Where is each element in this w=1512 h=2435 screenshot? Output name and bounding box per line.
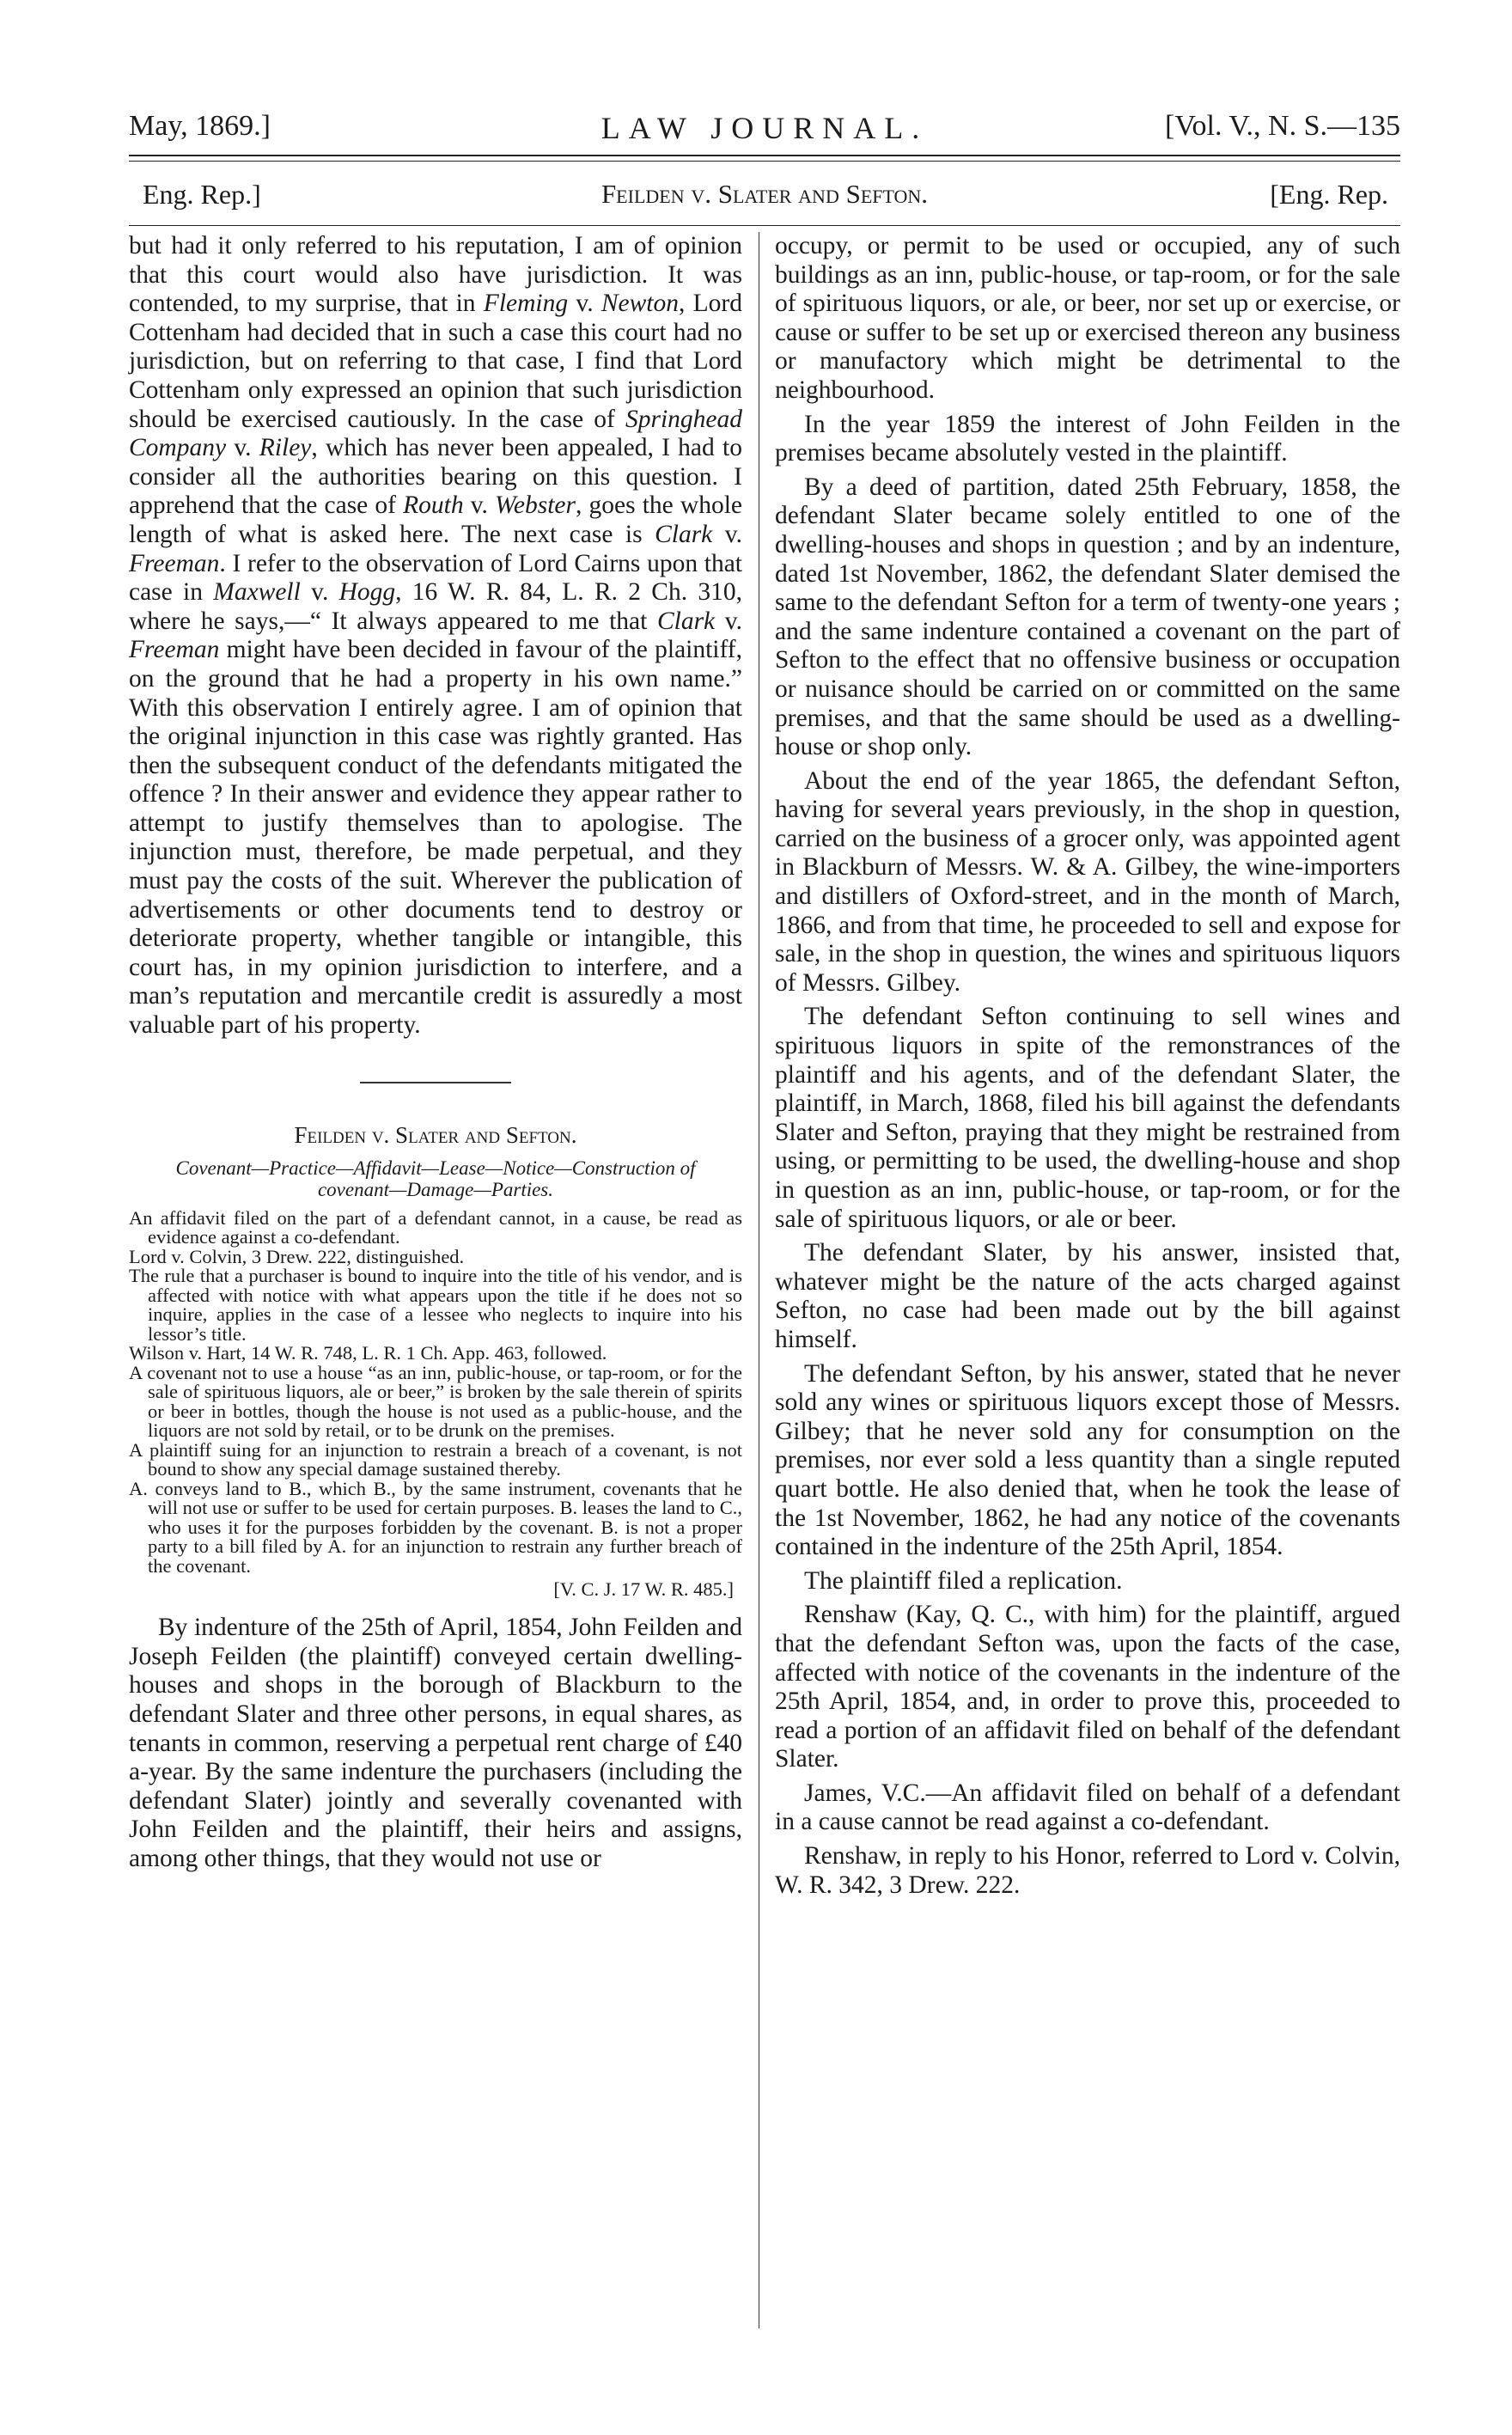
case-title: Feilden v. Slater and Sefton. xyxy=(294,1121,577,1148)
report-series-left: Eng. Rep.] xyxy=(143,179,261,210)
case-name-head: Feilden v. Slater and Sefton. xyxy=(601,179,929,209)
body-paragraph: The plaintiff filed a replication. xyxy=(804,1566,1123,1595)
volume-page: [Vol. V., N. S.—135 xyxy=(1165,110,1400,142)
journal-title: LAW JOURNAL. xyxy=(601,111,929,145)
body-paragraph: Renshaw, in reply to his Honor, referred to Lord v. Colvin, W. R. 342, 3 Drew. 222. xyxy=(775,1842,1400,1899)
body-paragraph: Renshaw (Kay, Q. C., with him) for the plaintiff, argued that the defendant Sefton was, upon the facts of the case, affected with notice of the covenants in the indenture of the 25th April, 1854, and, in order to prove this, proceeded to read a portion of an affidavit filed on behalf of the defendant Slater. xyxy=(775,1601,1400,1773)
case-head xyxy=(129,179,1400,213)
headnote-citation: Lord v. Colvin, 3 Drew. 222, distinguished. xyxy=(129,1245,465,1267)
headnote: A plaintiff suing for an injunction to restrain a breach of a covenant, is not bound to show any special damage sustained thereby. xyxy=(129,1438,742,1480)
body-top-rule xyxy=(129,225,1400,226)
statement-paragraph: By indenture of the 25th of April, 1854, John Feilden and Joseph Feilden (the plaintiff) conveyed certain dwelling-houses and shops in the borough of Blackburn to the defendant Slater and three other persons, in equal shares, as tenants in common, reserving a perpetual rent charge of £40 a-year. By the same indenture the purchasers (including the defendant Slater) jointly and severally covenanted with John Feilden and the plaintiff, their heirs and assigns, among other things, that they would not use or xyxy=(129,1614,742,1872)
headnote: A covenant not to use a house “as an inn, public-house, or tap-room, or for the sale of spirituous liquors, ale or beer,” is broken by the sale therein of spirits or beer in bottles, though the house is not used as a public-house, and the liquors are not sold by retail, or to be drunk on the premises. xyxy=(129,1361,742,1442)
body-paragraph: occupy, or permit to be used or occupied, any of such buildings as an inn, public-house, or tap-room, or for the sale of spirituous liquors, or ale, or beer, nor set up or exercise, or cause or suffer to be set up or exercised thereon any business or manufactory which might be detrimental to the neighbourhood. xyxy=(775,232,1400,404)
report-reference: [V. C. J. 17 W. R. 485.] xyxy=(553,1578,734,1601)
headnote: The rule that a purchaser is bound to inquire into the title of his vendor, and is affected with notice with what appears upon the title if he does not so inquire, applies in the case of a lessee who neglects to inquire into his lessor’s title. xyxy=(129,1265,742,1345)
body-paragraph: James, V.C.—An affidavit filed on behalf of a defendant in a cause cannot be read against a co-defendant. xyxy=(775,1779,1400,1836)
opinion-paragraph: but had it only referred to his reputation, I am of opinion that this court would also have jurisdiction. It was contended, to my surprise, that in Fleming v. Newton, Lord Cottenham had decided that in such a case this court had no jurisdiction, but on referring to that case, I find that Lord Cottenham only expressed an opinion that such jurisdiction should be exercised cautiously. In the case of Springhead Company v. Riley, which has never been appealed, I had to consider all the authorities bearing on this question. I apprehend that the case of Routh v. Webster, goes the whole length of what is asked here. The next case is Clark v. Freeman. I refer to the observation of Lord Cairns upon that case in Maxwell v. Hogg, 16 W. R. 84, L. R. 2 Ch. 310, where he says,—“ It always appeared to me that Clark v. Freeman might have been decided in favour of the plaintiff, on the ground that he had a property in his own name.” With this observation I entirely agree. I am of opinion that the original injunction in this case was rightly granted. Has then the subsequent conduct of the defendants mitigated the offence ? In their answer and evidence they appear rather to attempt to justify themselves than to apologise. The injunction must, therefore, be made perpetual, and they must pay the costs of the suit. Wherever the publication of advertisements or other documents tend to destroy or deteriorate property, whether tangible or intangible, this court has, in my opinion jurisdiction to interfere, and a man’s reputation and mercantile credit is assuredly a most valuable part of his property. xyxy=(129,232,742,1040)
catchwords: Covenant—Practice—Affidavit—Lease—Notice—Construction of covenant—Damage—Parties. xyxy=(175,1156,696,1200)
running-head xyxy=(129,110,1400,144)
headnote-citation: Wilson v. Hart, 14 W. R. 748, L. R. 1 Ch. App. 463, followed. xyxy=(129,1342,607,1364)
report-series-right: [Eng. Rep. xyxy=(1270,179,1388,210)
right-column xyxy=(775,232,1400,1900)
body-paragraph: In the year 1859 the interest of John Feilden in the premises became absolutely vested in the plaintiff. xyxy=(775,410,1400,467)
headnote: A. conveys land to B., which B., by the same instrument, covenants that he will not use or suffer to be used for certain purposes. B. leases the land to C., who uses it for the purposes forbidden by the covenant. B. is not a proper party to a bill filed by A. for an injunction to restrain any further breach of the covenant. xyxy=(129,1477,742,1577)
body-paragraph: About the end of the year 1865, the defendant Sefton, having for several years previously, in the shop in question, carried on the business of a grocer only, was appointed agent in Blackburn of Messrs. W. & A. Gilbey, the wine-importers and distillers of Oxford-street, and in the month of March, 1866, and from that time, he proceeded to sell and expose for sale, in the shop in question, the wines and spirituous liquors of Messrs. Gilbey. xyxy=(775,766,1400,997)
section-separator xyxy=(360,1082,511,1083)
issue-date: May, 1869.] xyxy=(129,110,271,142)
body-paragraph: The defendant Slater, by his answer, insisted that, whatever might be the nature of the acts charged against Sefton, no case had been made out by the bill against himself. xyxy=(775,1239,1400,1353)
left-column xyxy=(129,232,742,1873)
head-rule xyxy=(129,155,1400,162)
body-paragraph: The defendant Sefton continuing to sell wines and spirituous liquors in spite of the remonstrances of the plaintiff and his agents, and of the defendant Slater, the plaintiff, in March, 1868, filed his bill against the defendants Slater and Sefton, praying that they might be restrained from using, or permitting to be used, the dwelling-house and shop in question as an inn, public-house, or tap-room, or for the sale of spirituous liquors, or ale or beer. xyxy=(775,1003,1400,1233)
headnote: An affidavit filed on the part of a defendant cannot, in a cause, be read as evidence against a co-defendant. xyxy=(129,1206,742,1248)
body-paragraph: By a deed of partition, dated 25th February, 1858, the defendant Slater became solely entitled to one of the dwelling-houses and shops in question ; and by an indenture, dated 1st November, 1862, the defendant Slater demised the same to the defendant Sefton for a term of twenty-one years ; and the same indenture contained a covenant on the part of Sefton to the effect that no offensive business or occupation or nuisance should be carried on or committed on the same premises, and that the same should be used as a dwelling-house or shop only. xyxy=(775,473,1400,761)
body-paragraph: The defendant Sefton, by his answer, stated that he never sold any wines or spirituous liquors except those of Messrs. Gilbey; that he never sold any for consumption on the premises, nor ever sold a less quantity than a single reputed quart bottle. He also denied that, when he took the lease of the 1st November, 1862, he had any notice of the covenants contained in the indenture of the 25th April, 1854. xyxy=(775,1359,1400,1561)
